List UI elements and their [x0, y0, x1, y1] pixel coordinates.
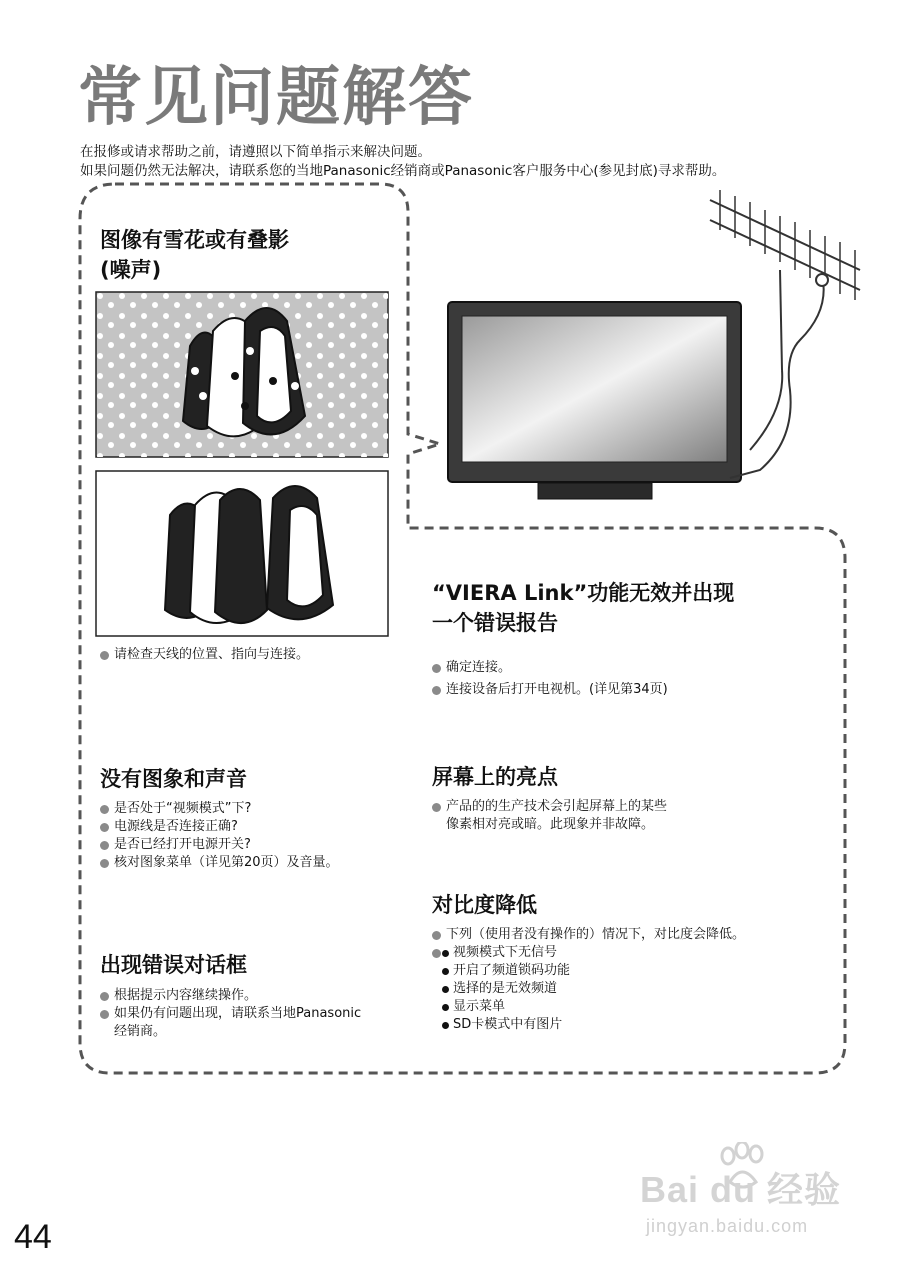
contrast-bullets: [432, 926, 745, 1034]
error-dialog-bullets: [100, 987, 361, 1041]
penguins-clear-illustration: [95, 470, 389, 637]
penguins-noisy-illustration: [95, 291, 389, 458]
antenna-illustration: [690, 180, 870, 480]
watermark-url: jingyan.baidu.com: [646, 1216, 809, 1236]
list-item-continuation: 像素相对亮或暗。此现象并非故障。: [446, 817, 655, 832]
sub-list-item: SD卡模式中有图片: [442, 1016, 745, 1034]
error-dialog-section-title: 出现错误对话框: [100, 953, 247, 977]
viera-section-title: “VIERA Link”功能无效并出现 一个错误报告: [432, 581, 735, 635]
page-number: 44: [14, 1218, 52, 1256]
sub-list-item: 选择的是无效频道: [442, 980, 745, 998]
viera-bullets: [432, 659, 668, 699]
sub-list-item: 开启了频道锁码功能: [442, 962, 745, 980]
list-item: 如果仍有问题出现，请联系当地Panasonic: [100, 1005, 361, 1023]
contrast-section-title: 对比度降低: [432, 893, 537, 917]
bright-spots-bullets: [432, 798, 667, 834]
list-item: 产品的的生产技术会引起屏幕上的某些: [432, 798, 667, 816]
list-item: 是否已经打开电源开关?: [100, 836, 339, 854]
page-title: 常见问题解答: [78, 61, 474, 135]
list-item: 根据提示内容继续操作。: [100, 987, 361, 1005]
intro-line-1: 在报修或请求帮助之前，请遵照以下简单指示来解决问题。: [80, 144, 431, 160]
list-item: 电源线是否连接正确?: [100, 818, 339, 836]
list-item: 核对图象菜单（详见第20页）及音量。: [100, 854, 339, 872]
sub-list-item: 显示菜单: [442, 998, 745, 1016]
list-item-continuation: 经销商。: [114, 1024, 167, 1039]
list-item: 连接设备后打开电视机。(详见第34页): [432, 681, 668, 699]
no-picture-section-title: 没有图象和声音: [100, 767, 247, 791]
sub-list-wrapper: [432, 944, 745, 1034]
list-item: 确定连接。: [432, 659, 668, 677]
sub-list-item: 视频模式下无信号: [442, 944, 745, 962]
list-item: 下列（使用者没有操作的）情况下，对比度会降低。: [432, 926, 745, 944]
bright-spots-section-title: 屏幕上的亮点: [432, 765, 558, 789]
noise-section-title: 图像有雪花或有叠影 (噪声): [100, 228, 289, 282]
no-picture-bullets: [100, 800, 339, 872]
list-item: 请检查天线的位置、指向与连接。: [100, 646, 309, 664]
contrast-sub-list: [432, 944, 745, 1034]
list-item: 是否处于“视频模式”下?: [100, 800, 339, 818]
watermark-brand: Bai du 经验: [640, 1169, 842, 1210]
intro-line-2: 如果问题仍然无法解决，请联系您的当地Panasonic经销商或Panasonic客户服务中心(参见封底)寻求帮助。: [80, 163, 726, 179]
noise-bullets: [100, 646, 309, 664]
